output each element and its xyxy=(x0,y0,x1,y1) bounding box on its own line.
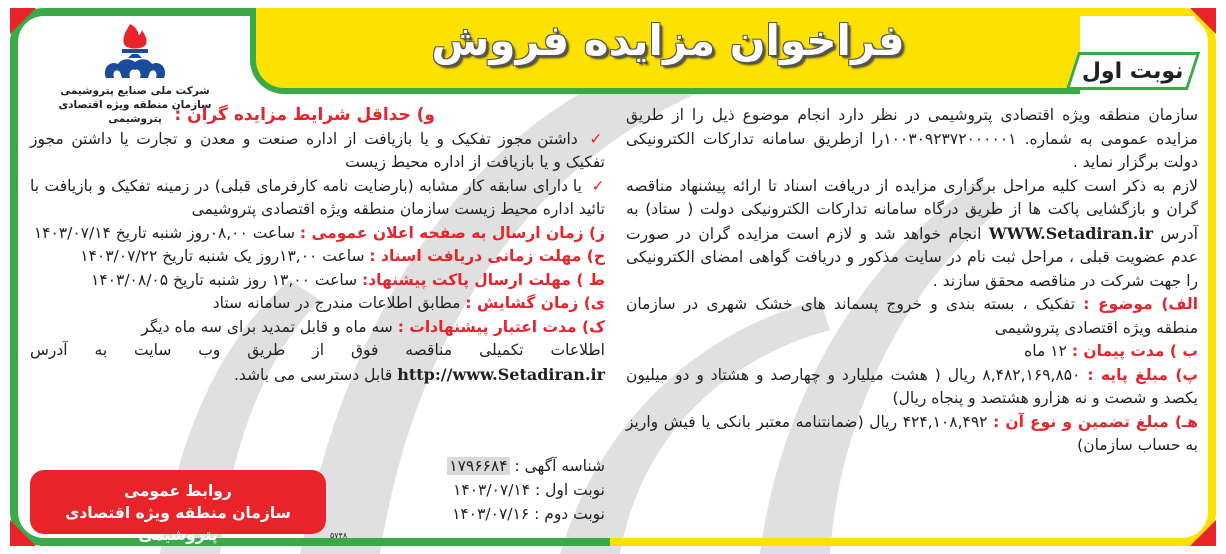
guarantee-item xyxy=(626,411,1198,458)
guarantee-value: ۴۲۴,۱۰۸,۴۹۲ ریال (ضمانتنامه معتبر بانکی یا فیش واریز به حساب سازمان) xyxy=(626,412,1198,454)
validity-item xyxy=(30,316,605,340)
print-code: ۵۷۴۸ xyxy=(330,531,348,540)
base-amount-value: ۸,۴۸۲,۱۶۹,۸۵۰ ریال ( هشت میلیارد و چهارصد و هشتاد و دو میلیون یکصد و شصت و نه هزارو هشتصد و پنجاه ریال) xyxy=(626,365,1198,407)
logo-company-name: شرکت ملی صنایع پتروشیمی xyxy=(60,85,210,97)
publish-value: ساعت ۰۸,۰۰روز شنبه تاریخ xyxy=(115,223,295,242)
checkmark-icon: ✓ xyxy=(589,129,605,148)
publish-label: ز) زمان ارسال به صفحه اعلان عمومی : xyxy=(299,223,605,242)
subject-value: تفکیک ، بسته بندی و خروج پسماند های خشک شهری در سازمان منطقه ویژه اقتصادی پتروشیمی xyxy=(626,295,1198,337)
page-title: فراخوان مزایده فروش xyxy=(431,16,905,65)
conditions-heading xyxy=(30,104,605,128)
more-info-item: اطلاعات تکمیلی مناقصه فوق از طریق وب سایت به آدرس http://www.Setadiran.ir قابل دسترسی می باشد. xyxy=(30,341,605,384)
round-badge-label: نوبت اول xyxy=(1082,58,1184,84)
condition-item: ✓ داشتن مجوز تفکیک و یا بازیافت از اداره صنعت و معدن و تجارت یا داشتن مجوز تفکیک و یا بازیافت از اداره محیط زیست xyxy=(30,129,605,171)
ad-id-row xyxy=(335,454,605,478)
doc-deadline-value: ساعت ۱۳,۰۰روز یک شنبه تاریخ ۱۴۰۳/۰۷/۲۲ xyxy=(80,247,365,265)
opening-value: مطابق اطلاعات مندرج در سامانه ستاد xyxy=(212,294,461,312)
publication-info xyxy=(335,454,605,526)
intro-paragraph: سازمان منطقه ویژه اقتصادی پتروشیمی در نظر دارد انجام موضوع ذیل را از طریق مزایده عمومی به شماره. ۱۰۰۳۰۹۲۳۷۲۰۰۰۰۰۱را ازطریق سامانه تدارکات الکترونیکی دولت برگزار نماید . xyxy=(626,106,1198,171)
second-round-row xyxy=(335,502,605,526)
base-amount-label: پ) مبلغ پایه : xyxy=(1087,365,1199,384)
ad-id-label: شناسه آگهی : xyxy=(514,457,605,475)
first-round-label: نوبت اول : xyxy=(535,481,605,499)
round-badge xyxy=(1066,52,1200,90)
first-round-date: ۱۴۰۳/۰۷/۱۴ xyxy=(453,481,531,499)
guarantee-label: هـ) مبلغ تضمین و نوع آن : xyxy=(993,412,1198,431)
base-amount-item xyxy=(626,364,1198,411)
bid-deadline-value: ساعت ۱۳,۰۰ روز شنبه تاریخ ۱۴۰۳/۰۸/۰۵ xyxy=(91,270,358,289)
right-column xyxy=(626,104,1198,458)
subject-label: الف) موضوع : xyxy=(1083,295,1199,313)
pr-title: روابط عمومی xyxy=(124,482,232,500)
second-round-label: نوبت دوم : xyxy=(534,505,605,523)
bid-deadline-item xyxy=(30,269,605,293)
publish-item xyxy=(30,222,605,246)
doc-deadline-label: ح) مهلت زمانی دریافت اسناد : xyxy=(369,247,605,265)
bottom-border-yellow xyxy=(610,538,1190,546)
validity-label: ک) مدت اعتبار پیشنهادات : xyxy=(397,317,605,336)
ad-id-value: ۱۷۹۶۶۸۴ xyxy=(449,457,508,475)
petrochemical-logo-icon xyxy=(100,22,170,84)
logo-organization-name: سازمان منطقه ویژه اقتصادی پتروشیمی xyxy=(58,99,212,125)
validity-value: سه ماه و قابل تمدید برای سه ماه دیگر xyxy=(141,317,393,336)
pr-organization: سازمان منطقه ویژه اقتصادی پتروشیمی xyxy=(65,504,291,544)
setadiran-http-link[interactable]: http://www.Setadiran.ir xyxy=(397,364,605,384)
checkmark-icon: ✓ xyxy=(591,176,605,195)
condition-item: ✓ یا دارای سابقه کار مشابه (بارضایت نامه کارفرمای قبلی) در زمینه تفکیک و بازیافت با تائید اداره محیط زیست سازمان منطقه ویژه اقتصادی پتروشیمی xyxy=(30,176,605,218)
duration-item xyxy=(626,340,1198,364)
public-relations-box xyxy=(30,470,326,544)
first-round-row xyxy=(335,478,605,502)
header-banner xyxy=(250,8,1080,94)
doc-deadline-item xyxy=(30,245,605,269)
corner-decoration xyxy=(10,8,36,34)
corner-decoration xyxy=(1190,520,1216,546)
opening-label: ی) زمان گشایش : xyxy=(465,294,605,312)
duration-value: ۱۲ ماه xyxy=(1024,342,1067,360)
second-round-date: ۱۴۰۳/۰۷/۱۶ xyxy=(452,505,530,523)
bid-deadline-label: ط ) مهلت ارسال پاکت پیشنهاد: xyxy=(362,270,605,289)
setadiran-link[interactable]: WWW.Setadiran.ir xyxy=(988,223,1153,243)
process-paragraph: لازم به ذکر است کلیه مراحل برگزاری مزایده از دریافت اسناد تا ارائه پیشنهاد مناقصه گران و بازگشایی پاکت ها از طریق درگاه سامانه تدارکات الکترونیکی دولت ( ستاد) به آدرس WWW.Setadiran.ir انجام خواهد شد و لازم است مزایده گران در صورت عدم عضویت قبلی ، مراحل ثبت نام در سایت مذکور و دریافت گواهی امضای الکترونیکی را جهت شرکت در مناقصه محقق سازند . xyxy=(626,176,1198,290)
publish-date: ۱۴۰۳/۰۷/۱۴ xyxy=(33,223,111,242)
duration-label: ب ) مدت پیمان : xyxy=(1071,342,1198,360)
subject-item xyxy=(626,293,1198,340)
conditions-label: و) حداقل شرایط مزایده گران : xyxy=(174,105,435,125)
left-column xyxy=(30,104,605,387)
opening-item xyxy=(30,292,605,316)
